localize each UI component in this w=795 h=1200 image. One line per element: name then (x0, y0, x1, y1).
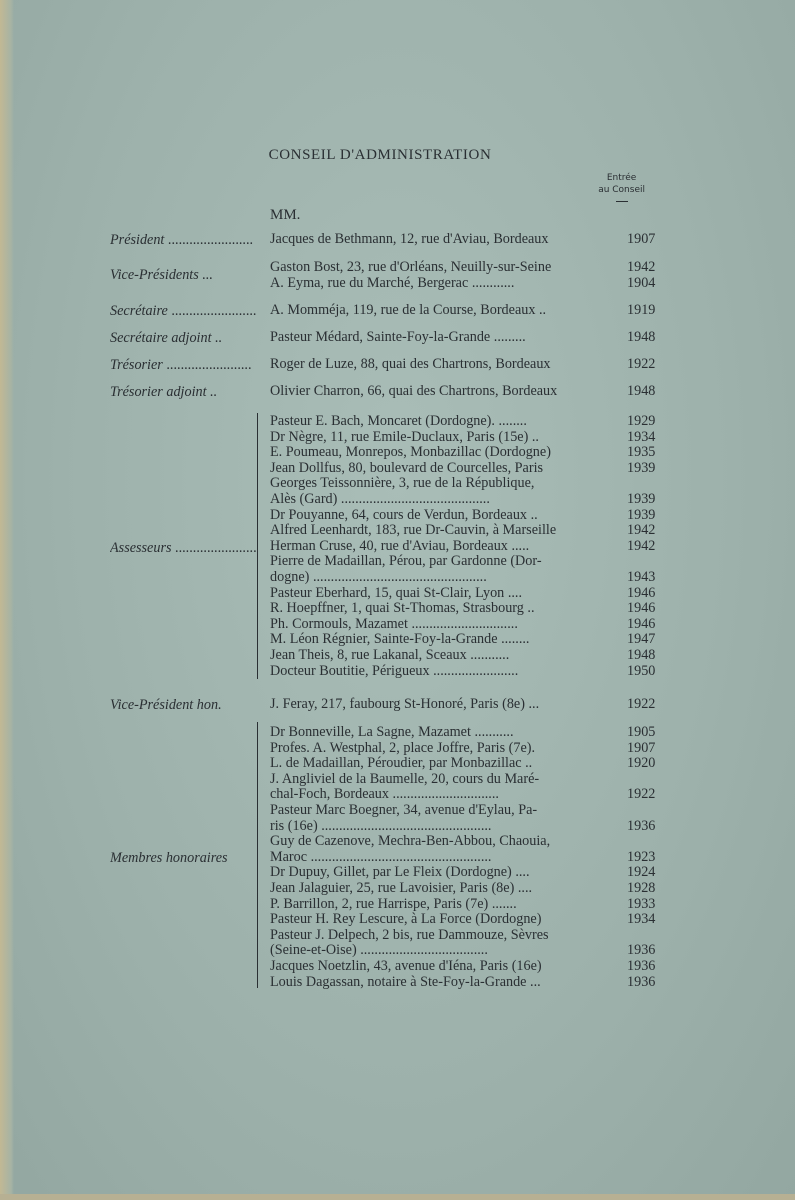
entry-year: 1934 (627, 911, 656, 928)
entry-year: 1939 (627, 490, 656, 507)
role-label: Trésorier adjoint .. (110, 384, 218, 400)
entry-line: Dr Nègre, 11, rue Emile-Duclaux, Paris (15e) .. (270, 429, 539, 445)
entry-year: 1922 (627, 786, 656, 803)
entry-line: Pasteur E. Bach, Moncaret (Dordogne). ........ (270, 414, 527, 429)
entree-header (598, 172, 645, 202)
entry-year: 1920 (627, 755, 656, 772)
entry-year: 1928 (627, 879, 656, 896)
entry-year: 1907 (627, 739, 656, 756)
entry-line: Jacques Noetzlin, 43, avenue d'Iéna, Paris (16e) (270, 958, 542, 974)
entry-line: Pasteur Eberhard, 15, quai St-Clair, Lyon .... (270, 585, 523, 601)
entry-year: 1943 (627, 568, 656, 585)
entry-year: 1936 (627, 973, 656, 990)
entry-year: 1942 (627, 522, 656, 539)
entry-year: 1947 (627, 631, 656, 648)
entry-line: Jean Dollfus, 80, boulevard de Courcelles, Paris (270, 460, 544, 476)
entry-year: 1924 (627, 864, 656, 881)
entry-year: 1904 (627, 274, 656, 291)
entry-year: 1923 (627, 848, 656, 865)
entry-year (627, 476, 667, 492)
role-label: Assesseurs ..... (110, 540, 258, 557)
entry-year: 1942 (627, 537, 656, 554)
entry-line: Dr Pouyanne, 64, cours de Verdun, Bordeaux .. (270, 507, 538, 523)
role-label: Président ..... (110, 232, 258, 249)
role-label: Secrétaire ..... (110, 303, 258, 320)
entry-line: Gaston Bost, 23, rue d'Orléans, Neuilly-sur-Seine (270, 260, 552, 275)
entry-year: 1948 (627, 646, 656, 663)
entry-line: Dr Dupuy, Gillet, par Le Fleix (Dordogne) .... (270, 865, 530, 881)
entry-year: 1948 (627, 383, 656, 399)
entry-line: Alès (Gard) .......................................... (270, 491, 490, 507)
entry-year: 1907 (627, 231, 656, 247)
entry-year: 1939 (627, 506, 656, 523)
entry-line: Roger de Luze, 88, quai des Chartrons, Bordeaux (270, 357, 551, 372)
entry-year: 1934 (627, 428, 656, 445)
entry-line: chal-Foch, Bordeaux .............................. (270, 787, 499, 803)
entry-line: E. Poumeau, Monrepos, Monbazillac (Dordogne) (270, 445, 551, 461)
role-label: Secrétaire adjoint .. (110, 330, 223, 346)
entry-line: (Seine-et-Oise) .................................... (270, 943, 488, 959)
entry-year: 1922 (627, 356, 656, 372)
entry-line: Jean Jalaguier, 25, rue Lavoisier, Paris (8e) .... (270, 880, 533, 896)
entry-line: Olivier Charron, 66, quai des Chartrons, Bordeaux (270, 384, 558, 399)
entry-line: P. Barrillon, 2, rue Harrispe, Paris (7e) ....... (270, 896, 517, 912)
entry-line: Herman Cruse, 40, rue d'Aviau, Bordeaux ..... (270, 538, 530, 554)
page-title: CONSEIL D'ADMINISTRATION (268, 147, 492, 163)
entry-year: 1948 (627, 329, 656, 345)
role-label: Vice-Président hon. (110, 697, 222, 713)
entry-line: Pasteur H. Rey Lescure, à La Force (Dordogne) (270, 912, 542, 928)
entry-line: A. Momméja, 119, rue de la Course, Bordeaux .. (270, 303, 547, 318)
entry-year: 1950 (627, 662, 656, 679)
entry-year (627, 554, 667, 570)
entry-line: Profes. A. Westphal, 2, place Joffre, Paris (7e). (270, 740, 536, 756)
role-label: Vice-Présidents ... (110, 267, 213, 283)
entry-year: 1933 (627, 895, 656, 912)
entry-year (627, 928, 667, 944)
entry-year: 1929 (627, 413, 656, 429)
entry-year: 1946 (627, 584, 656, 601)
paper-edge-bottom (0, 1194, 795, 1200)
entry-year: 1935 (627, 444, 656, 461)
entry-line: Pierre de Madaillan, Pérou, par Gardonne (Dor- (270, 554, 542, 570)
entree-line1: Entrée (606, 173, 637, 183)
entry-year: 1919 (627, 302, 656, 318)
entry-line: A. Eyma, rue du Marché, Bergerac ............ (270, 275, 515, 291)
entry-line: Ph. Cormouls, Mazamet .............................. (270, 616, 518, 632)
role-label: Membres honoraires (110, 850, 228, 866)
entry-line: J. Angliviel de la Baumelle, 20, cours du Maré- (270, 771, 540, 787)
entry-line: Docteur Boutitie, Périgueux ........................ (270, 663, 519, 679)
entry-line: Georges Teissonnière, 3, rue de la République, (270, 476, 535, 492)
entree-dash (616, 201, 628, 202)
entry-line: Dr Bonneville, La Sagne, Mazamet ........... (270, 725, 514, 740)
entry-line: J. Feray, 217, faubourg St-Honoré, Paris (8e) ... (270, 697, 540, 712)
entry-line: Guy de Cazenove, Mechra-Ben-Abbou, Chaouia, (270, 834, 551, 850)
entry-line: ris (16e) ................................................ (270, 818, 492, 834)
mm-heading: MM. (270, 207, 301, 223)
entry-year: 1939 (627, 459, 656, 476)
entry-line: Pasteur Médard, Sainte-Foy-la-Grande ......... (270, 330, 526, 345)
entry-line: Maroc ................................................... (270, 849, 492, 865)
paper-edge (0, 0, 14, 1200)
entree-line2: au Conseil (598, 185, 645, 195)
entry-year: 1922 (627, 696, 656, 712)
entry-year: 1946 (627, 615, 656, 632)
entry-year: 1946 (627, 600, 656, 617)
entry-line: dogne) ................................................. (270, 569, 487, 585)
entry-year: 1942 (627, 259, 656, 275)
role-label: Trésorier ..... (110, 357, 258, 374)
entry-line: Alfred Leenhardt, 183, rue Dr-Cauvin, à Marseille (270, 523, 557, 539)
entry-year (627, 834, 667, 850)
entry-year: 1936 (627, 817, 656, 834)
entry-line: Jean Theis, 8, rue Lakanal, Sceaux ........... (270, 647, 510, 663)
entry-line: L. de Madaillan, Péroudier, par Monbazillac .. (270, 756, 533, 772)
entry-year: 1936 (627, 942, 656, 959)
entry-year: 1936 (627, 957, 656, 974)
entry-year (627, 772, 667, 788)
entry-line: Pasteur J. Delpech, 2 bis, rue Dammouze, Sèvres (270, 927, 549, 943)
entry-year (627, 803, 667, 819)
entry-line: Jacques de Bethmann, 12, rue d'Aviau, Bordeaux (270, 232, 549, 247)
entry-line: M. Léon Régnier, Sainte-Foy-la-Grande ........ (270, 632, 530, 648)
entry-year: 1905 (627, 724, 656, 740)
entry-line: Louis Dagassan, notaire à Ste-Foy-la-Grande ... (270, 974, 541, 990)
entry-line: Pasteur Marc Boegner, 34, avenue d'Eylau, Pa- (270, 802, 538, 818)
entry-line: R. Hoepffner, 1, quai St-Thomas, Strasbourg .. (270, 601, 535, 617)
